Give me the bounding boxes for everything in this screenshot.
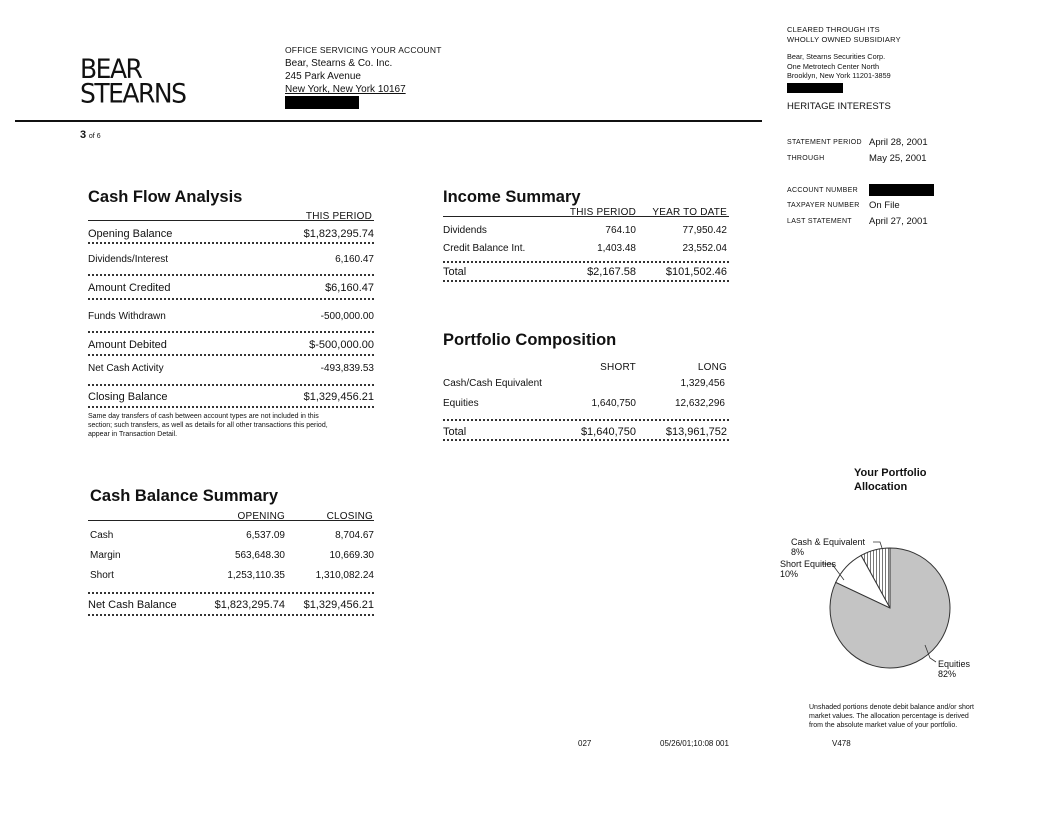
note-line-1: Same day transfers of cash between account types are not included in this [88, 413, 319, 420]
amount-credited-label: Amount Credited [88, 282, 171, 294]
cash-balance-row-label: Short [90, 570, 114, 581]
amount-credited-value: $6,160.47 [325, 282, 374, 294]
footer-code: 027 [578, 739, 592, 748]
office-title: OFFICE SERVICING YOUR ACCOUNT [285, 45, 442, 55]
dividends-interest-value: 6,160.47 [335, 254, 374, 265]
logo-line-1: BEAR [80, 52, 142, 85]
portfolio-composition-section [443, 331, 729, 446]
portfolio-row-label: Cash/Cash Equivalent [443, 378, 542, 389]
income-row-value: 1,403.48 [597, 243, 636, 254]
divider [443, 261, 729, 263]
office-line-2: 245 Park Avenue [285, 71, 361, 82]
office-line-3: New York, New York 10167 [285, 84, 406, 95]
office-address-block [285, 44, 442, 109]
net-cash-balance-opening: $1,823,295.74 [214, 599, 285, 611]
page-number [80, 129, 101, 141]
income-row-value: 764.10 [605, 225, 636, 236]
footer-code: V478 [832, 739, 851, 748]
last-statement-value: April 27, 2001 [869, 216, 928, 227]
divider [88, 520, 374, 521]
divider [88, 384, 374, 386]
redaction-bar [285, 96, 359, 109]
pie-label-equities-name: Equities [938, 659, 971, 669]
redaction-bar [787, 83, 843, 93]
cash-flow-note [88, 412, 378, 439]
cash-balance-row-value: 6,537.09 [246, 530, 285, 541]
allocation-note-line-1: Unshaded portions denote debit balance and/or short [809, 704, 975, 711]
amount-debited-label: Amount Debited [88, 339, 167, 351]
cash-balance-row-label: Margin [90, 550, 121, 561]
through-value: May 25, 2001 [869, 153, 927, 164]
cleared-through [787, 25, 901, 45]
portfolio-title: Portfolio Composition [443, 331, 617, 349]
portfolio-col-short: SHORT [600, 362, 636, 373]
divider [88, 614, 374, 616]
divider [88, 220, 374, 221]
office-line-1: Bear, Stearns & Co. Inc. [285, 58, 393, 69]
income-summary-title: Income Summary [443, 188, 581, 206]
portfolio-col-long: LONG [697, 362, 727, 373]
allocation-title-line-2: Allocation [854, 481, 908, 493]
funds-withdrawn-label: Funds Withdrawn [88, 311, 166, 322]
pie-label-cash [791, 537, 865, 557]
divider [443, 280, 729, 282]
through-label: THROUGH [787, 155, 825, 162]
subsidiary-line-1: Bear, Stearns Securities Corp. [787, 52, 886, 61]
funds-withdrawn-value: -500,000.00 [320, 311, 374, 322]
portfolio-total-value: $13,961,752 [665, 426, 727, 438]
allocation-note-line-2: market values. The allocation percentage is derived [809, 713, 969, 720]
cash-flow-section [88, 188, 374, 448]
divider [88, 298, 374, 300]
net-cash-balance-closing: $1,329,456.21 [303, 599, 374, 611]
cash-balance-row-value: 10,669.30 [329, 550, 374, 561]
cleared-line-1: CLEARED THROUGH ITS [787, 25, 880, 34]
opening-balance-value: $1,823,295.74 [303, 228, 374, 240]
income-row-value: 77,950.42 [682, 225, 727, 236]
income-col-ytd: YEAR TO DATE [652, 207, 727, 218]
cash-balance-section [88, 487, 374, 622]
cash-balance-row-value: 1,310,082.24 [315, 570, 374, 581]
amount-debited-value: $-500,000.00 [309, 339, 374, 351]
portfolio-total-label: Total [443, 426, 467, 438]
cash-balance-col-opening: OPENING [237, 511, 285, 522]
taxpayer-label: TAXPAYER NUMBER [787, 202, 860, 209]
allocation-title-line-1: Your Portfolio [854, 467, 927, 479]
opening-balance-label: Opening Balance [88, 228, 173, 240]
portfolio-row-label: Equities [443, 398, 479, 409]
divider [443, 439, 729, 441]
pie-label-cash-name: Cash & Equivalent [791, 537, 866, 547]
cash-balance-row-label: Cash [90, 530, 114, 541]
pie-label-short-name: Short Equities [780, 559, 837, 569]
subsidiary-address [787, 52, 891, 93]
note-line-2: section; such transfers, as well as details for all other transactions this period, [88, 422, 328, 429]
statement-info [787, 137, 987, 232]
income-row-label: Credit Balance Int. [443, 243, 526, 254]
portfolio-row-value: 1,329,456 [680, 378, 725, 389]
allocation-title [854, 466, 927, 494]
note-line-3: appear in Transaction Detail. [88, 431, 178, 438]
logo-line-2: STEARNS [80, 77, 186, 110]
period-value: April 28, 2001 [869, 137, 928, 148]
leader-line [873, 542, 882, 548]
allocation-note-line-3: from the absolute market value of your portfolio. [809, 722, 958, 729]
bear-stearns-logo [80, 52, 194, 110]
allocation-note [809, 703, 994, 730]
pie-label-equities [938, 659, 970, 679]
portfolio-row-value: 1,640,750 [591, 398, 636, 409]
account-label: ACCOUNT NUMBER [787, 187, 858, 194]
divider [443, 419, 729, 421]
period-label: STATEMENT PERIOD [787, 139, 862, 146]
divider [88, 331, 374, 333]
income-row-value: 23,552.04 [682, 243, 727, 254]
divider [88, 354, 374, 356]
divider [88, 406, 374, 408]
net-cash-balance-label: Net Cash Balance [88, 599, 177, 611]
header-rule [15, 120, 762, 122]
income-total-value: $2,167.58 [587, 266, 636, 278]
page-current: 3 [80, 129, 87, 141]
pie-label-short-equities [780, 559, 836, 579]
page-of: of 6 [88, 133, 101, 140]
net-cash-activity-value: -493,839.53 [320, 363, 374, 374]
dividends-interest-label: Dividends/Interest [88, 254, 169, 265]
subsidiary-line-3: Brooklyn, New York 11201-3859 [787, 71, 891, 80]
closing-balance-value: $1,329,456.21 [303, 391, 374, 403]
pie-label-equities-pct: 82% [938, 669, 957, 679]
cash-balance-title: Cash Balance Summary [90, 487, 279, 505]
income-total-label: Total [443, 266, 467, 278]
subsidiary-line-2: One Metrotech Center North [787, 61, 880, 71]
cash-balance-row-value: 563,648.30 [234, 550, 285, 561]
last-statement-label: LAST STATEMENT [787, 218, 852, 225]
income-total-value: $101,502.46 [665, 266, 727, 278]
cleared-line-2: WHOLLY OWNED SUBSIDIARY [787, 35, 901, 44]
pie-label-cash-pct: 8% [791, 547, 805, 557]
cash-balance-col-closing: CLOSING [326, 511, 373, 522]
income-row-label: Dividends [443, 225, 487, 236]
closing-balance-label: Closing Balance [88, 391, 168, 403]
footer-timestamp: 05/26/01;10:08 001 [660, 739, 729, 748]
divider [443, 216, 729, 217]
cash-balance-row-value: 1,253,110.35 [227, 570, 285, 581]
cash-flow-title: Cash Flow Analysis [88, 188, 243, 206]
account-number-redacted [869, 184, 934, 196]
portfolio-total-value: $1,640,750 [580, 426, 636, 438]
income-summary-section [443, 188, 729, 288]
taxpayer-value: On File [869, 200, 900, 211]
divider [88, 274, 374, 276]
portfolio-row-value: 12,632,296 [674, 398, 725, 409]
net-cash-activity-label: Net Cash Activity [88, 363, 164, 374]
divider [88, 592, 374, 594]
divider [88, 242, 374, 244]
pie-label-short-pct: 10% [780, 569, 799, 579]
account-name: HERITAGE INTERESTS [787, 101, 891, 112]
cash-flow-col-header: THIS PERIOD [305, 211, 372, 222]
cash-balance-row-value: 8,704.67 [335, 530, 374, 541]
income-col-this-period: THIS PERIOD [569, 207, 636, 218]
